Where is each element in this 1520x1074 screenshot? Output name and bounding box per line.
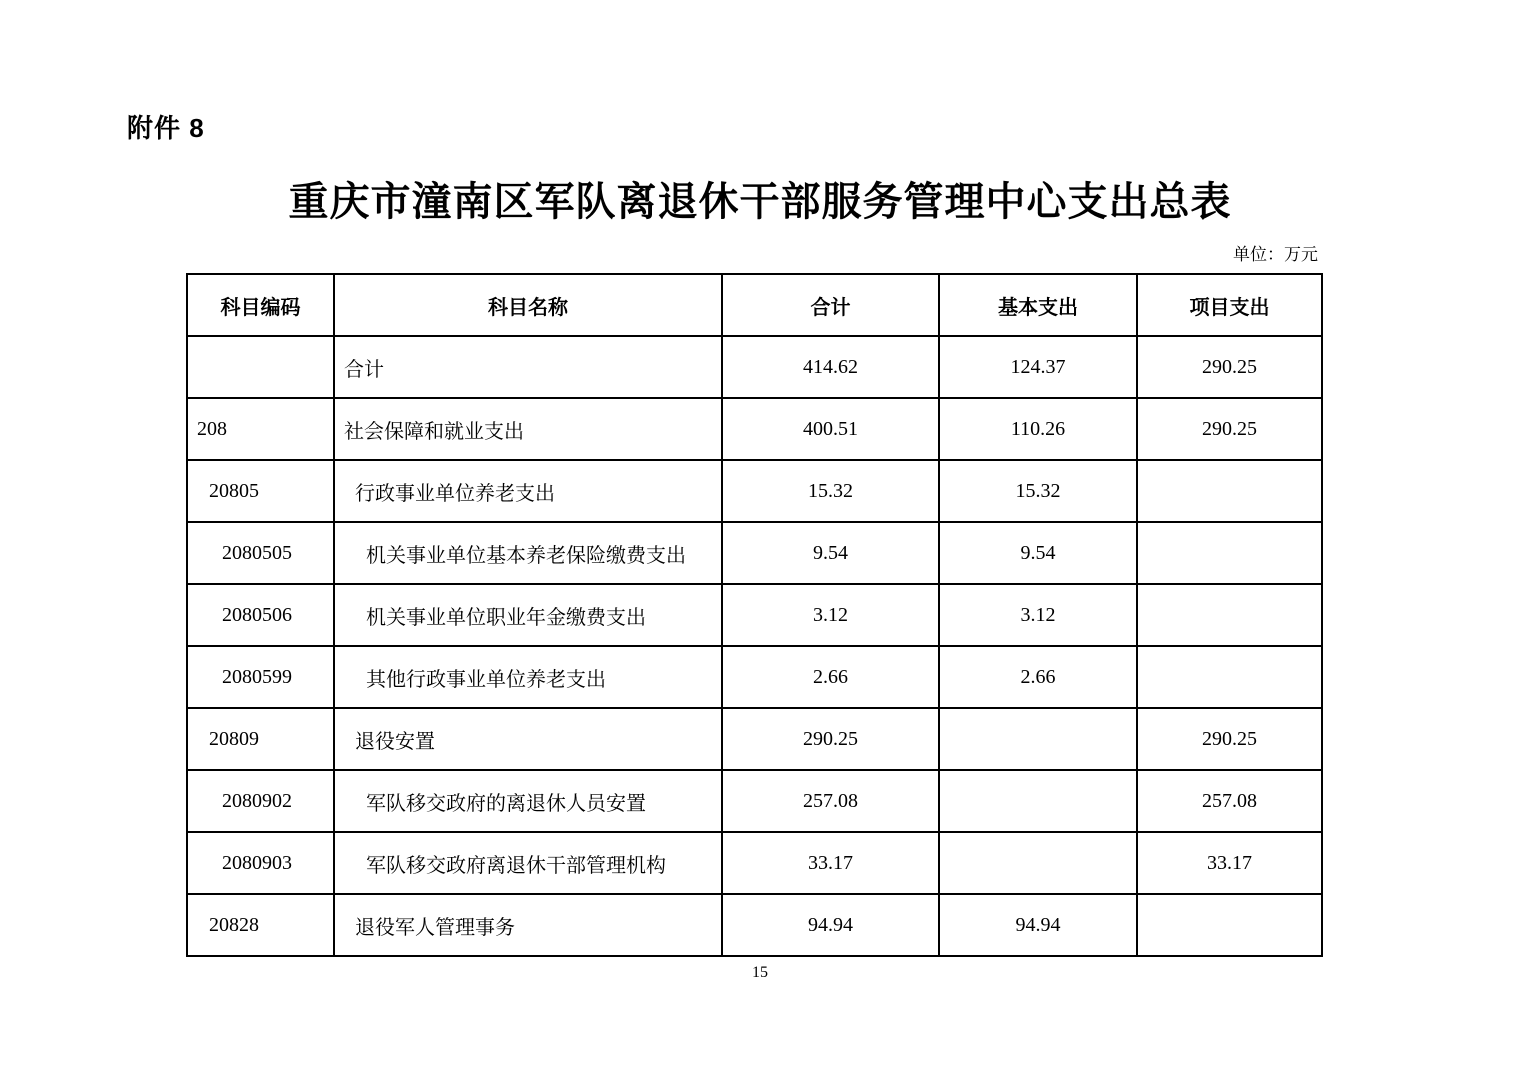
cell-code: 2080506 bbox=[187, 584, 334, 646]
cell-code: 2080505 bbox=[187, 522, 334, 584]
cell-total: 2.66 bbox=[722, 646, 939, 708]
cell-name: 其他行政事业单位养老支出 bbox=[334, 646, 722, 708]
cell-total: 257.08 bbox=[722, 770, 939, 832]
cell-basic bbox=[939, 708, 1137, 770]
page-title: 重庆市潼南区军队离退休干部服务管理中心支出总表 bbox=[288, 179, 1232, 224]
cell-name: 退役军人管理事务 bbox=[334, 894, 722, 956]
cell-project: 257.08 bbox=[1137, 770, 1322, 832]
cell-code: 2080599 bbox=[187, 646, 334, 708]
cell-name: 军队移交政府的离退休人员安置 bbox=[334, 770, 722, 832]
cell-name: 退役安置 bbox=[334, 708, 722, 770]
col-header-basic: 基本支出 bbox=[939, 274, 1137, 336]
col-header-total: 合计 bbox=[722, 274, 939, 336]
table-row bbox=[187, 894, 1322, 956]
table-row bbox=[187, 460, 1322, 522]
cell-code: 2080903 bbox=[187, 832, 334, 894]
cell-basic: 94.94 bbox=[939, 894, 1137, 956]
cell-project bbox=[1137, 460, 1322, 522]
cell-total: 400.51 bbox=[722, 398, 939, 460]
cell-project: 290.25 bbox=[1137, 336, 1322, 398]
cell-project bbox=[1137, 584, 1322, 646]
cell-code: 20828 bbox=[187, 894, 334, 956]
table-row bbox=[187, 832, 1322, 894]
cell-total: 15.32 bbox=[722, 460, 939, 522]
cell-project bbox=[1137, 646, 1322, 708]
table-row bbox=[187, 522, 1322, 584]
table-row bbox=[187, 770, 1322, 832]
cell-total: 94.94 bbox=[722, 894, 939, 956]
cell-total: 290.25 bbox=[722, 708, 939, 770]
cell-name: 行政事业单位养老支出 bbox=[334, 460, 722, 522]
cell-code: 20805 bbox=[187, 460, 334, 522]
table-body bbox=[187, 336, 1322, 956]
table-row bbox=[187, 398, 1322, 460]
unit-note: 单位：万元 bbox=[1233, 245, 1318, 264]
cell-project bbox=[1137, 894, 1322, 956]
cell-total: 3.12 bbox=[722, 584, 939, 646]
cell-code: 2080902 bbox=[187, 770, 334, 832]
expenditure-table bbox=[186, 273, 1323, 957]
attachment-label: 附件 8 bbox=[127, 113, 205, 143]
cell-basic: 2.66 bbox=[939, 646, 1137, 708]
cell-name: 军队移交政府离退休干部管理机构 bbox=[334, 832, 722, 894]
table-row bbox=[187, 708, 1322, 770]
cell-name: 机关事业单位职业年金缴费支出 bbox=[334, 584, 722, 646]
col-header-subject-name: 科目名称 bbox=[334, 274, 722, 336]
cell-code: 208 bbox=[187, 398, 334, 460]
cell-name: 机关事业单位基本养老保险缴费支出 bbox=[334, 522, 722, 584]
cell-project bbox=[1137, 522, 1322, 584]
cell-code: 20809 bbox=[187, 708, 334, 770]
cell-name: 合计 bbox=[334, 336, 722, 398]
cell-total: 414.62 bbox=[722, 336, 939, 398]
table-header-row bbox=[187, 274, 1322, 336]
cell-basic: 3.12 bbox=[939, 584, 1137, 646]
col-header-subject-code: 科目编码 bbox=[187, 274, 334, 336]
cell-name: 社会保障和就业支出 bbox=[334, 398, 722, 460]
cell-project: 290.25 bbox=[1137, 708, 1322, 770]
cell-project: 33.17 bbox=[1137, 832, 1322, 894]
cell-basic: 110.26 bbox=[939, 398, 1137, 460]
cell-total: 33.17 bbox=[722, 832, 939, 894]
table-row bbox=[187, 646, 1322, 708]
table-row bbox=[187, 336, 1322, 398]
cell-basic: 9.54 bbox=[939, 522, 1137, 584]
cell-basic: 124.37 bbox=[939, 336, 1137, 398]
cell-total: 9.54 bbox=[722, 522, 939, 584]
cell-code bbox=[187, 336, 334, 398]
cell-basic bbox=[939, 832, 1137, 894]
table-row bbox=[187, 584, 1322, 646]
cell-basic: 15.32 bbox=[939, 460, 1137, 522]
cell-project: 290.25 bbox=[1137, 398, 1322, 460]
page-number: 15 bbox=[752, 964, 768, 981]
cell-basic bbox=[939, 770, 1137, 832]
col-header-project: 项目支出 bbox=[1137, 274, 1322, 336]
